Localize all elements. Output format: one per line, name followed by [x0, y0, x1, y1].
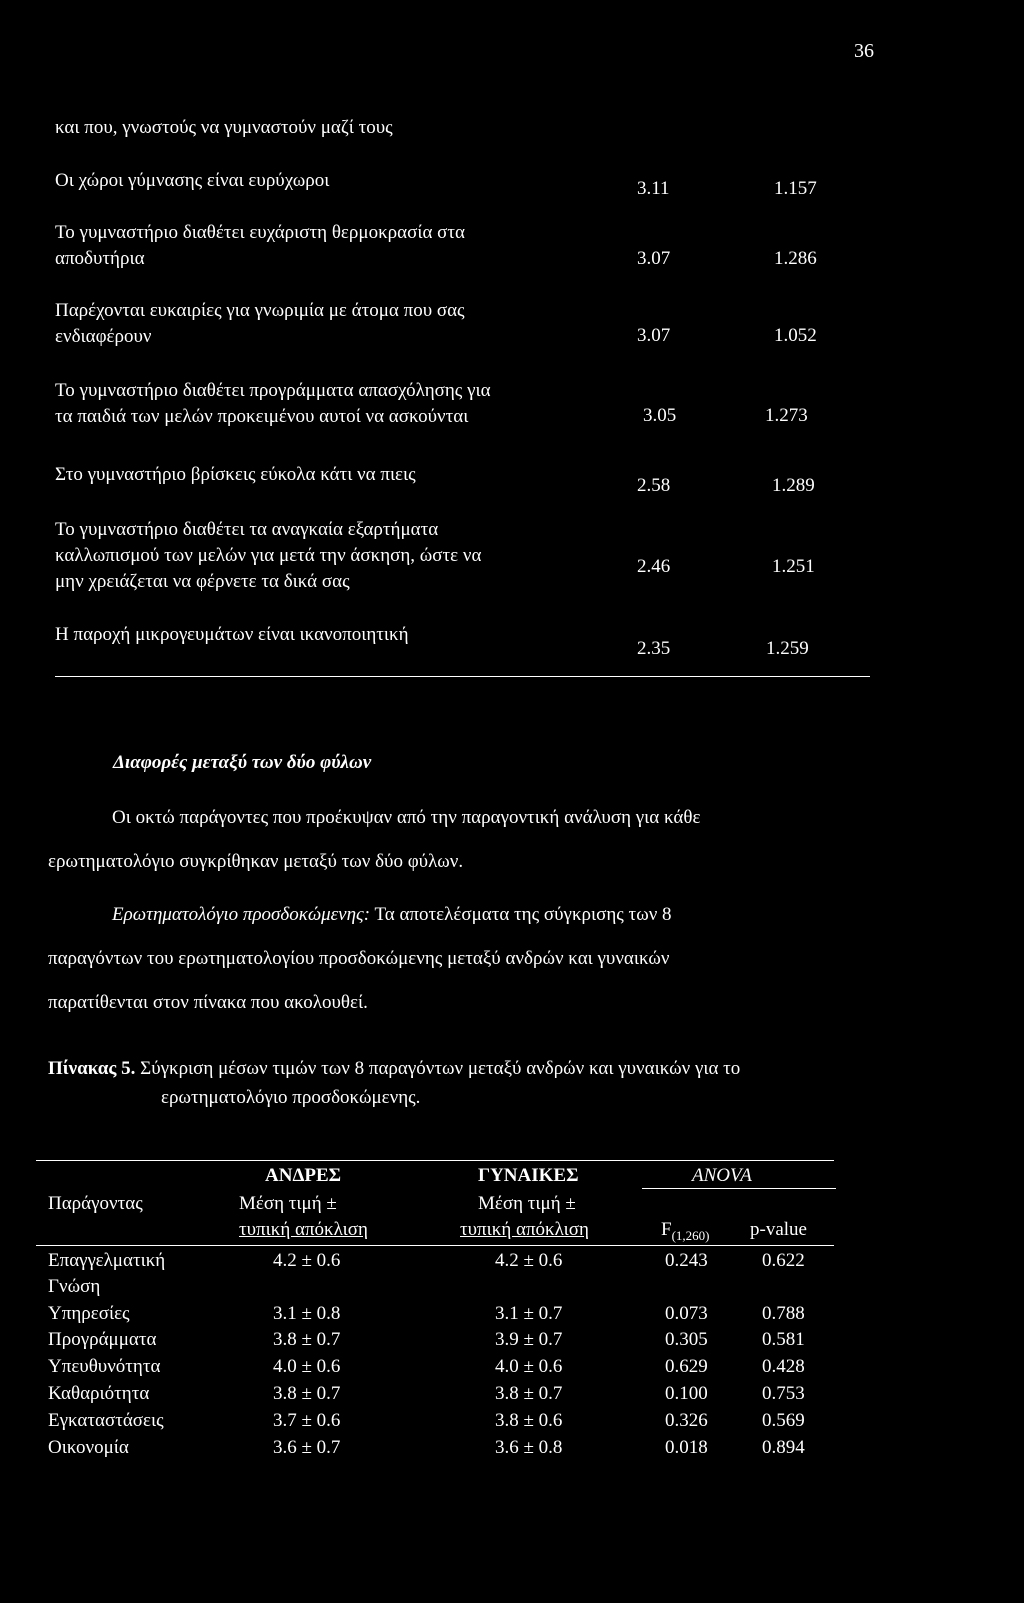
top-row-4-text-b: τα παιδιά των μελών προκειμένου αυτοί να ασκούνται	[55, 406, 469, 427]
top-row-2-text-b: αποδυτήρια	[55, 248, 145, 269]
table-row-6-women: 3.6 ± 0.8	[495, 1437, 563, 1458]
paragraph-1-line-1: Οι οκτώ παράγοντες που προέκυψαν από την παραγοντική ανάλυση για κάθε	[112, 807, 701, 828]
table-row-5-women: 3.8 ± 0.6	[495, 1410, 563, 1431]
table-row-6-p: 0.894	[762, 1437, 805, 1458]
col-header-women-sd: τυπική απόκλιση	[460, 1219, 589, 1240]
section-heading: Διαφορές μεταξύ των δύο φύλων	[113, 752, 372, 773]
paragraph-1	[48, 796, 894, 884]
top-row-5-text: Στο γυμναστήριο βρίσκεις εύκολα κάτι να πιεις	[55, 464, 416, 485]
table-row-5-factor: Εγκαταστάσεις	[48, 1410, 164, 1431]
header-women: ΓΥΝΑΙΚΕΣ	[478, 1165, 579, 1186]
top-row-5-mean: 2.58	[637, 475, 671, 496]
table-row-2-men: 3.8 ± 0.7	[273, 1329, 341, 1350]
top-row-1-sd: 1.157	[774, 178, 817, 199]
paragraph-2	[48, 893, 894, 1025]
col-header-men-sd: τυπική απόκλιση	[239, 1219, 368, 1240]
table-row-2-p: 0.581	[762, 1329, 805, 1350]
page-number: 36	[854, 40, 874, 62]
top-row-2-mean: 3.07	[637, 248, 671, 269]
col-header-p: p-value	[750, 1219, 807, 1240]
anova-underline	[642, 1188, 836, 1189]
table-bottom-rule	[55, 676, 870, 677]
table-row-5-p: 0.569	[762, 1410, 805, 1431]
table-row-0-factor-2: Γνώση	[48, 1276, 101, 1297]
table-row-0-p: 0.622	[762, 1250, 805, 1271]
table-row-2-f: 0.305	[665, 1329, 708, 1350]
paragraph-2-line-1: Τα αποτελέσματα της σύγκρισης των 8	[370, 904, 672, 925]
paragraph-2-line-2: παραγόντων του ερωτηματολογίου προσδοκώμενης μεταξύ ανδρών και γυναικών	[48, 948, 670, 969]
top-row-1-mean: 3.11	[637, 178, 670, 199]
col-header-f	[661, 1219, 710, 1244]
top-row-3-text-a: Παρέχονται ευκαιρίες για γνωριμία με άτομα που σας	[55, 300, 465, 321]
header-men: ΑΝΔΡΕΣ	[265, 1165, 342, 1186]
top-row-3-sd: 1.052	[774, 325, 817, 346]
top-row-6-text-a: Το γυμναστήριο διαθέτει τα αναγκαία εξαρτήματα	[55, 519, 439, 540]
table-row-0-women: 4.2 ± 0.6	[495, 1250, 563, 1271]
table-row-1-p: 0.788	[762, 1303, 805, 1324]
table-caption	[48, 1054, 898, 1112]
table-row-3-factor: Υπευθυνότητα	[48, 1356, 161, 1377]
top-row-6-text-c: μην χρειάζεται να φέρνετε τα δικά σας	[55, 571, 350, 592]
table-row-1-men: 3.1 ± 0.8	[273, 1303, 341, 1324]
top-row-4-text-a: Το γυμναστήριο διαθέτει προγράμματα απασχόλησης για	[55, 380, 491, 401]
table-row-6-factor: Οικονομία	[48, 1437, 129, 1458]
table-caption-text: Σύγκριση μέσων τιμών των 8 παραγόντων μεταξύ ανδρών και γυναικών για το	[135, 1058, 741, 1079]
top-row-2-sd: 1.286	[774, 248, 817, 269]
paragraph-2-italic-lead: Ερωτηματολόγιο προσδοκώμενης:	[112, 904, 371, 925]
table-row-0-men: 4.2 ± 0.6	[273, 1250, 341, 1271]
table-row-3-men: 4.0 ± 0.6	[273, 1356, 341, 1377]
table-5-header-rule	[36, 1245, 834, 1246]
top-row-4-sd: 1.273	[765, 405, 808, 426]
table-row-3-f: 0.629	[665, 1356, 708, 1377]
top-row-6-mean: 2.46	[637, 556, 671, 577]
table-caption-text-2: ερωτηματολόγιο προσδοκώμενης.	[161, 1087, 421, 1108]
table-row-0-factor: Επαγγελματική	[48, 1250, 166, 1271]
top-row-6-text-b: καλλωπισμού των μελών για μετά την άσκηση, ώστε να	[55, 545, 482, 566]
table-caption-label: Πίνακας 5.	[48, 1058, 136, 1079]
header-anova: ANOVA	[692, 1165, 752, 1186]
table-row-3-p: 0.428	[762, 1356, 805, 1377]
table-row-2-factor: Προγράμματα	[48, 1329, 157, 1350]
table-row-4-women: 3.8 ± 0.7	[495, 1383, 563, 1404]
top-row-4-mean: 3.05	[643, 405, 677, 426]
table-row-6-men: 3.6 ± 0.7	[273, 1437, 341, 1458]
top-row-0-text: και που, γνωστούς να γυμναστούν μαζί τους	[55, 117, 393, 138]
table-row-4-f: 0.100	[665, 1383, 708, 1404]
col-header-factor: Παράγοντας	[48, 1193, 143, 1214]
top-row-7-mean: 2.35	[637, 638, 671, 659]
table-row-5-f: 0.326	[665, 1410, 708, 1431]
paragraph-2-line-3: παρατίθενται στον πίνακα που ακολουθεί.	[48, 992, 368, 1013]
top-row-3-mean: 3.07	[637, 325, 671, 346]
table-row-1-f: 0.073	[665, 1303, 708, 1324]
top-row-2-text-a: Το γυμναστήριο διαθέτει ευχάριστη θερμοκρασία στα	[55, 222, 465, 243]
top-row-3-text-b: ενδιαφέρουν	[55, 326, 152, 347]
col-header-f-sub: (1,260)	[671, 1227, 710, 1243]
top-row-5-sd: 1.289	[772, 475, 815, 496]
table-row-5-men: 3.7 ± 0.6	[273, 1410, 341, 1431]
table-row-3-women: 4.0 ± 0.6	[495, 1356, 563, 1377]
table-row-4-p: 0.753	[762, 1383, 805, 1404]
col-header-men-mean: Μέση τιμή ±	[239, 1193, 337, 1214]
top-row-7-text: Η παροχή μικρογευμάτων είναι ικανοποιητική	[55, 624, 409, 645]
table-row-2-women: 3.9 ± 0.7	[495, 1329, 563, 1350]
top-row-6-sd: 1.251	[772, 556, 815, 577]
table-row-1-factor: Υπηρεσίες	[48, 1303, 130, 1324]
table-row-4-factor: Καθαριότητα	[48, 1383, 150, 1404]
table-row-1-women: 3.1 ± 0.7	[495, 1303, 563, 1324]
col-header-f-main: F	[661, 1219, 672, 1240]
table-row-4-men: 3.8 ± 0.7	[273, 1383, 341, 1404]
paragraph-1-line-2: ερωτηματολόγιο συγκρίθηκαν μεταξύ των δύο φύλων.	[48, 851, 464, 872]
table-row-0-f: 0.243	[665, 1250, 708, 1271]
top-row-7-sd: 1.259	[766, 638, 809, 659]
top-row-1-text: Οι χώροι γύμνασης είναι ευρύχωροι	[55, 170, 330, 191]
table-5-top-rule	[36, 1160, 834, 1161]
table-row-6-f: 0.018	[665, 1437, 708, 1458]
col-header-women-mean: Μέση τιμή ±	[478, 1193, 576, 1214]
